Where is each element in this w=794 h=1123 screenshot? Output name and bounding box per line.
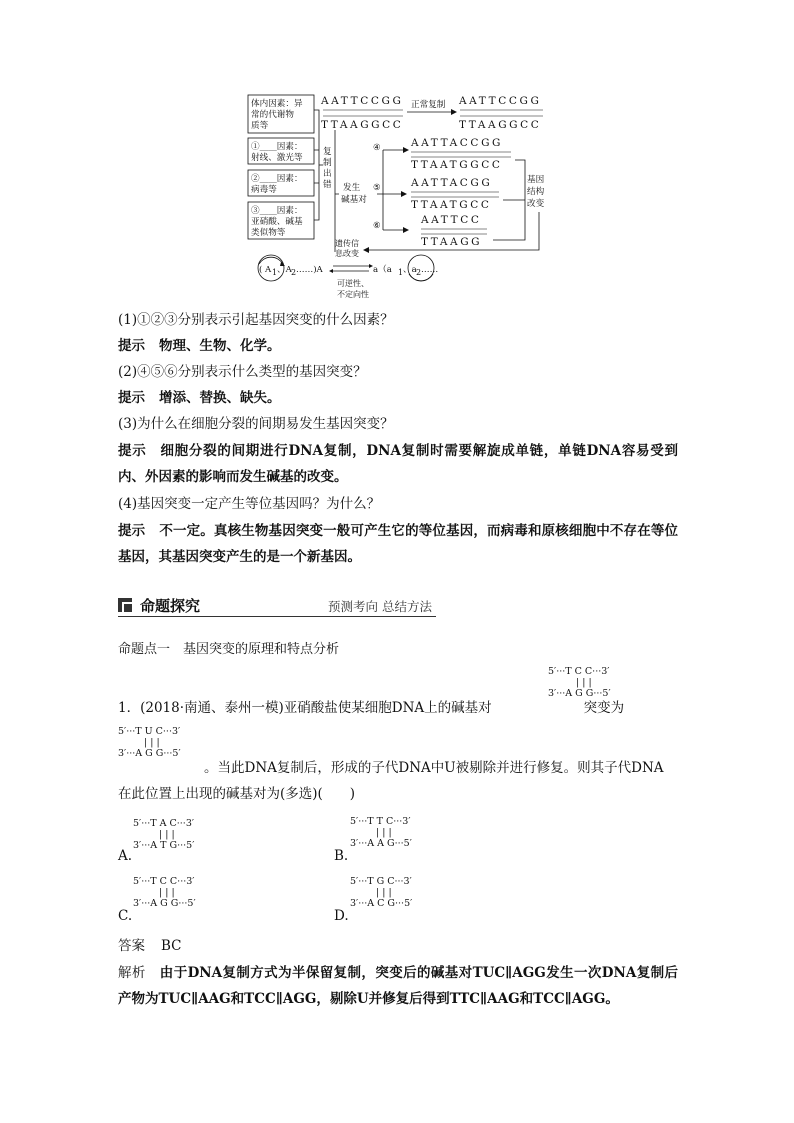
allele-left-a: A [265, 265, 272, 275]
gene-change-3: 改变 [527, 199, 545, 209]
answer-2 [118, 388, 281, 408]
pair-top: 5′···T U C···3′ [118, 726, 181, 737]
pair-bottom: 3′···A G G···5′ [118, 748, 181, 759]
question-2: (2)④⑤⑥分别表示什么类型的基因突变？ [118, 364, 367, 380]
answer-row [118, 936, 182, 956]
allele-right-rest: 、a [403, 265, 417, 275]
reversible-line2: 不定向性 [337, 290, 369, 299]
error-char-4: 错 [323, 180, 332, 190]
box2-line1: ①____因素： [251, 142, 303, 152]
case5-strand-2: TTAATGCC [411, 199, 492, 211]
point-title: 命题点一 基因突变的原理和特点分析 [118, 642, 340, 657]
option-c-bars: | | | [159, 887, 175, 898]
heredity-line2: 息改变 [335, 249, 359, 258]
allele-left-open: ( [259, 265, 263, 275]
option-a-bars: | | | [159, 829, 175, 840]
box4-line2: 亚硝酸、碱基 [251, 217, 303, 227]
case5-strand-1: AATTACGG [411, 177, 493, 189]
top-strand-1: AATTCCGG [321, 95, 404, 107]
option-c-top: 5′···T C C···3′ [133, 876, 195, 887]
pair-top: 5′···T C C···3′ [548, 666, 610, 677]
mismatch-line2: 碱基对 [341, 195, 367, 205]
base-pair-mutated [118, 726, 181, 759]
problem-1-text-b: 突变为 [583, 700, 625, 716]
option-b-top: 5′···T T C···3′ [350, 816, 411, 827]
case6-number: ⑥ [373, 221, 381, 231]
option-b-label[interactable]: B. [334, 848, 349, 864]
option-a[interactable] [133, 818, 194, 851]
case5-number: ⑤ [373, 183, 381, 193]
tip-label: 提示 [118, 338, 145, 354]
option-d-top: 5′···T G C···3′ [350, 876, 412, 887]
allele-left-sub1: 1 [272, 268, 278, 277]
option-a-top: 5′···T A C···3′ [133, 818, 195, 829]
box3-line2: 病毒等 [251, 185, 277, 195]
box4-line1: ③____因素： [251, 206, 303, 216]
mismatch-line1: 发生 [343, 183, 361, 193]
box4-line3: 类似物等 [251, 228, 286, 238]
pair-bars: | | | [144, 737, 160, 748]
problem-1-line3: 在此位置上出现的碱基对为(多选)( ) [118, 786, 356, 802]
option-d-label[interactable]: D. [334, 908, 349, 924]
option-c-bottom: 3′···A G G···5′ [133, 898, 196, 909]
analysis-label: 解析 [118, 965, 146, 981]
option-a-bottom: 3′···A T G···5′ [133, 840, 195, 851]
allele-left-rest: 、A [277, 265, 292, 275]
option-b-bars: | | | [376, 827, 392, 838]
option-b[interactable] [350, 816, 412, 849]
answer-3-text: 细胞分裂的间期进行DNA复制，DNA复制时需要解旋成单链，单链DNA容易受到内、外因素的影响而发生碱基的改变。 [118, 443, 678, 485]
section-banner [118, 595, 436, 619]
box2-line2: 射线、激光等 [251, 153, 303, 163]
box1-line3: 质等 [251, 121, 269, 131]
answer-label: 答案 [118, 938, 145, 954]
top-bonds [323, 110, 403, 116]
error-char-2: 制 [323, 158, 332, 168]
case4-strand-2: TTAATGGCC [411, 159, 503, 171]
question-3: (3)为什么在细胞分裂的间期易发生基因突变？ [118, 416, 394, 432]
top-strand-2: TTAAGGCC [321, 119, 404, 131]
question-1: (1)①②③分别表示引起基因突变的什么因素？ [118, 312, 394, 328]
box1-line1: 体内因素：异 [251, 99, 303, 109]
result-strand-1: AATTCCGG [459, 95, 542, 107]
error-char-1: 复 [323, 147, 332, 157]
option-d[interactable] [350, 876, 412, 909]
banner-subtitle: 预测考向 总结方法 [328, 599, 432, 614]
answer-4 [118, 518, 678, 570]
error-char-3: 出 [323, 169, 332, 179]
problem-1-line2: 。当此DNA复制后，形成的子代DNA中U被剔除并进行修复。则其子代DNA [204, 760, 664, 776]
answer-1-text: 物理、生物、化学。 [159, 338, 281, 354]
tip-label: 提示 [118, 390, 145, 406]
gene-change-1: 基因 [527, 175, 545, 185]
heredity-line1: 遗传信 [335, 239, 359, 248]
option-c-label[interactable]: C. [118, 908, 133, 924]
analysis-text: 由于DNA复制方式为半保留复制，突变后的碱基对TUC∥AGG发生一次DNA复制后产物为TUC∥AAG和TCC∥AGG，剔除U并修复后得到TTC∥AAG和TCC∥AGG。 [118, 965, 678, 1007]
allele-right-sub2: 2 [416, 268, 422, 277]
gene-mutation-diagram [243, 90, 563, 305]
option-a-label[interactable]: A. [118, 848, 133, 864]
problem-1-line1 [118, 698, 624, 718]
box1-line2: 常的代谢物 [251, 110, 294, 120]
reversible-line1: 可逆性、 [337, 279, 369, 288]
tip-label: 提示 [118, 523, 146, 539]
banner-title: 命题探究 [140, 597, 201, 615]
analysis [118, 960, 678, 1012]
case4-strand-1: AATTACCGG [411, 137, 504, 149]
option-d-bottom: 3′···A C G···5′ [350, 898, 413, 909]
allele-left-sub2: 2 [291, 268, 297, 277]
box3-line1: ②____因素： [251, 174, 303, 184]
answer-1 [118, 336, 281, 356]
allele-left-dots: ……)A [296, 265, 323, 275]
case6-strand-2: TTAAGG [421, 236, 483, 248]
answer-value: BC [161, 938, 182, 954]
answer-4-text: 不一定。真核生物基因突变一般可产生它的等位基因，而病毒和原核细胞中不存在等位基因，其基因突变产生的是一个新基因。 [118, 523, 679, 565]
option-b-bottom: 3′···A A G···5′ [350, 838, 412, 849]
allele-right-sub1: 1 [398, 268, 404, 277]
case6-strand-1: AATTCC [421, 214, 482, 226]
allele-right-dots: …… [421, 265, 439, 275]
answer-3 [118, 438, 678, 490]
case4-number: ④ [373, 143, 381, 153]
problem-1-text-a: 1．(2018·南通、泰州一模)亚硝酸盐使某细胞DNA上的碱基对 [118, 700, 492, 716]
base-pair-original [548, 666, 611, 699]
gene-change-2: 结构 [527, 187, 545, 197]
pair-bars: | | | [576, 677, 592, 688]
answer-2-text: 增添、替换、缺失。 [159, 390, 281, 406]
option-c[interactable] [133, 876, 196, 909]
pair-bottom: 3′···A G G···5′ [548, 688, 611, 699]
question-4: (4)基因突变一定产生等位基因吗？为什么？ [118, 496, 381, 512]
option-d-bars: | | | [376, 887, 392, 898]
result-strand-2: TTAAGGCC [459, 119, 542, 131]
tip-label: 提示 [118, 443, 147, 459]
normal-replication-label: 正常复制 [411, 100, 446, 110]
allele-right: a（a [373, 265, 392, 275]
